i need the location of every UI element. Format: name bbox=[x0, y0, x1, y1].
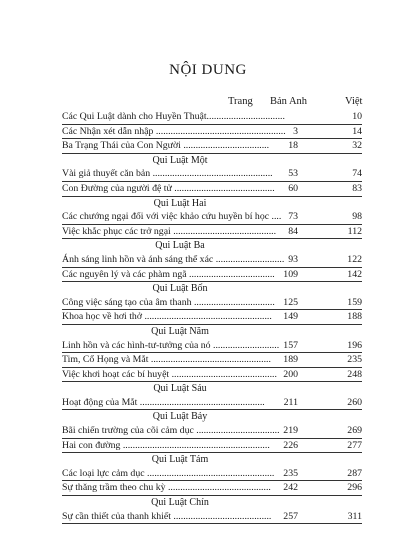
page-number-english: 93 bbox=[288, 253, 298, 265]
section-heading: Qui Luật Hai bbox=[153, 197, 207, 209]
section-heading: Qui Luật Sáu bbox=[153, 383, 207, 395]
toc-entry[interactable] bbox=[62, 182, 362, 197]
toc-entry[interactable] bbox=[62, 139, 362, 154]
toc-entry[interactable] bbox=[62, 310, 362, 325]
page-number-vietnamese: 287 bbox=[347, 467, 362, 479]
toc-entry-title: Các chướng ngại đối với việc khảo cứu huyền bí học .... bbox=[62, 211, 282, 223]
page-number-english: 109 bbox=[283, 268, 298, 280]
column-header-trang: Trang bbox=[228, 96, 253, 107]
page-number-english: 53 bbox=[288, 168, 298, 180]
toc-entry[interactable] bbox=[62, 268, 362, 283]
toc-entry-title: Sự thăng trầm theo chu kỳ .......................................... bbox=[62, 482, 271, 494]
toc-entry[interactable] bbox=[62, 368, 362, 383]
toc-entry-title: Việc khơi hoạt các bí huyệt ........................................... bbox=[62, 368, 277, 380]
page-number-vietnamese: 260 bbox=[347, 396, 362, 408]
toc-entry-title: Tim, Cổ Họng và Mắt ................................................. bbox=[62, 354, 271, 366]
toc-entry[interactable] bbox=[62, 481, 362, 496]
page-number-vietnamese: 311 bbox=[347, 510, 362, 522]
page-number-english: 211 bbox=[283, 396, 298, 408]
page-number-vietnamese: 296 bbox=[347, 482, 362, 494]
page-number-english: 73 bbox=[288, 211, 298, 223]
page-number-vietnamese: 122 bbox=[347, 253, 362, 265]
toc-entry-title: Linh hồn và các hình-tư-tưởng của nó ........................... bbox=[62, 339, 280, 351]
page-number-english: 242 bbox=[283, 482, 298, 494]
section-heading: Qui Luật Chín bbox=[151, 497, 209, 509]
toc-entry[interactable] bbox=[62, 225, 362, 240]
column-header-ban-anh: Bản Anh bbox=[270, 96, 308, 107]
page-number-vietnamese: 159 bbox=[347, 296, 362, 308]
column-header-viet: Việt bbox=[345, 96, 363, 107]
section-heading: Qui Luật Tám bbox=[151, 454, 209, 466]
page-number-vietnamese: 188 bbox=[347, 311, 362, 323]
page-title: NỘI DUNG bbox=[169, 62, 247, 78]
page-number-english: 3 bbox=[293, 125, 298, 137]
page-number-english: 18 bbox=[288, 140, 298, 152]
toc-entry[interactable] bbox=[62, 353, 362, 368]
toc-entry[interactable] bbox=[62, 339, 362, 354]
toc-entry-title: Các Qui Luật dành cho Huyền Thuật................................ bbox=[62, 111, 285, 122]
section-heading: Qui Luật Ba bbox=[155, 240, 205, 252]
toc-entry[interactable] bbox=[62, 253, 362, 268]
page-number-vietnamese: 83 bbox=[352, 182, 362, 194]
toc-entry-title: Hai con đường ............................................................ bbox=[62, 439, 270, 451]
toc-entry-title: Sự cần thiết của thanh khiết ........................................ bbox=[62, 510, 272, 522]
toc-entry[interactable] bbox=[62, 110, 362, 125]
page-number-vietnamese: 14 bbox=[352, 125, 362, 137]
toc-entry[interactable] bbox=[62, 210, 362, 225]
toc-entry-title: Khoa học về hơi thở .................................................... bbox=[62, 311, 272, 323]
section-heading: Qui Luật Một bbox=[152, 154, 208, 166]
page-number-vietnamese: 142 bbox=[347, 268, 362, 280]
page-number-english: 157 bbox=[283, 339, 298, 351]
toc-entry[interactable] bbox=[62, 439, 362, 454]
page-number-vietnamese: 74 bbox=[352, 168, 362, 180]
toc-entry-title: Ánh sáng linh hồn và ánh sáng thể xác ............................ bbox=[62, 253, 285, 265]
toc-entry-title: Công việc sáng tạo của âm thanh ................................. bbox=[62, 296, 275, 308]
page-number-english: 200 bbox=[283, 368, 298, 380]
page-number-english: 84 bbox=[288, 225, 298, 237]
section-heading: Qui Luật Năm bbox=[151, 325, 209, 337]
page-number-vietnamese: 196 bbox=[347, 339, 362, 351]
section-heading: Qui Luật Bốn bbox=[152, 283, 208, 295]
page-number-english: 257 bbox=[283, 510, 298, 522]
toc-entry-title: Các Nhận xét dẫn nhập ..................................................... bbox=[62, 125, 286, 137]
toc-entry[interactable] bbox=[62, 510, 362, 525]
toc-entry-title: Bãi chiến trường của cõi cảm dục .................................. bbox=[62, 425, 280, 437]
page-number-english: 226 bbox=[283, 439, 298, 451]
page-number-english: 60 bbox=[288, 182, 298, 194]
toc-entry[interactable] bbox=[62, 167, 362, 182]
toc-entry-title: Vài giả thuyết căn bản ................................................. bbox=[62, 168, 273, 180]
page-number-english: 189 bbox=[283, 354, 298, 366]
toc-entry-title: Ba Trạng Thái của Con Người ................................... bbox=[62, 140, 270, 152]
page-number-english: 219 bbox=[283, 425, 298, 437]
toc-entry[interactable] bbox=[62, 296, 362, 311]
toc-entry-title: Các nguyên lý và các phàm ngã ................................... bbox=[62, 268, 275, 280]
toc-entry-title: Các loại lực cảm dục .................................................... bbox=[62, 467, 275, 479]
toc-entry-title: Hoạt động của Mắt ................................................... bbox=[62, 396, 265, 408]
page-number-english: 125 bbox=[283, 296, 298, 308]
page-number-vietnamese: 269 bbox=[347, 425, 362, 437]
page-number-english: 149 bbox=[283, 311, 298, 323]
toc-entry[interactable] bbox=[62, 467, 362, 482]
toc-entry[interactable] bbox=[62, 396, 362, 411]
toc-entry-title: Việc khắc phục các trở ngại .......................................... bbox=[62, 225, 277, 237]
page-number-vietnamese: 98 bbox=[352, 211, 362, 223]
toc-entry[interactable] bbox=[62, 424, 362, 439]
page-number-vietnamese: 235 bbox=[347, 354, 362, 366]
section-heading: Qui Luật Bảy bbox=[152, 411, 208, 423]
page-number-vietnamese: 10 bbox=[352, 111, 362, 122]
toc-entry-title: Con Đường của người đệ tử ......................................... bbox=[62, 182, 275, 194]
page-number-vietnamese: 112 bbox=[347, 225, 362, 237]
page-number-english: 235 bbox=[283, 467, 298, 479]
table-of-contents bbox=[62, 110, 362, 524]
page-number-vietnamese: 248 bbox=[347, 368, 362, 380]
page-number-vietnamese: 277 bbox=[347, 439, 362, 451]
page-number-vietnamese: 32 bbox=[352, 140, 362, 152]
toc-entry[interactable] bbox=[62, 125, 362, 140]
